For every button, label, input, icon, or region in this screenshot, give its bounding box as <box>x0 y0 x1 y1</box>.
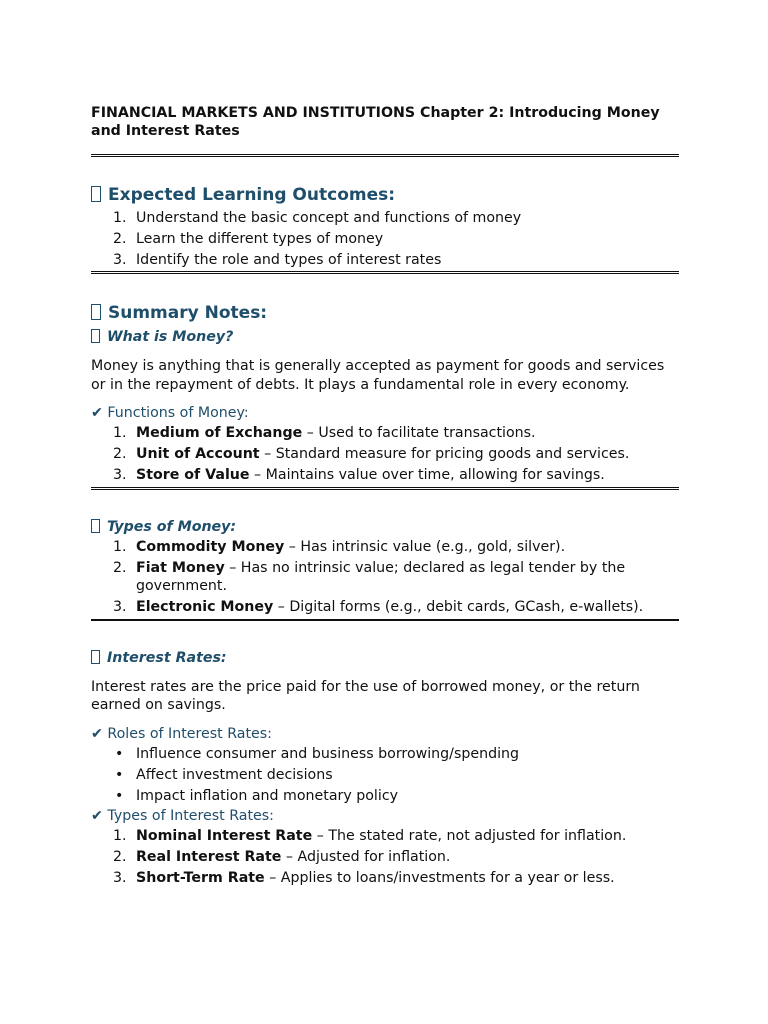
what-is-money-heading-text: What is Money? <box>107 329 234 346</box>
list-item: • Affect investment decisions <box>115 766 333 783</box>
summary-heading-text: Summary Notes: <box>108 303 268 324</box>
list-item: 3. Electronic Money – Digital forms (e.g., debit cards, GCash, e-wallets). <box>113 599 644 616</box>
functions-list <box>91 424 679 484</box>
types-heading: ✔ Types of Interest Rates: <box>91 808 274 825</box>
types-of-money-heading-text: Types of Money: <box>107 518 237 535</box>
list-item: 1. Commodity Money – Has intrinsic value (e.g., gold, silver). <box>113 538 566 555</box>
list-item: 2. Fiat Money – Has no intrinsic value; declared as legal tender by the government. <box>113 559 626 595</box>
list-item: 2. Unit of Account – Standard measure for pricing goods and services. <box>113 446 630 463</box>
list-item: 3. Identify the role and types of interest rates <box>113 251 442 268</box>
notes-icon <box>91 304 101 320</box>
chart-icon <box>91 650 100 664</box>
roles-list <box>91 745 679 805</box>
list-item: 3. Store of Value – Maintains value over time, allowing for savings. <box>113 466 605 483</box>
outcomes-heading-text: Expected Learning Outcomes: <box>108 185 396 205</box>
coins-icon <box>91 519 100 533</box>
interest-rates-heading-text: Interest Rates: <box>107 649 227 666</box>
list-item: 2. Real Interest Rate – Adjusted for inflation. <box>113 849 451 866</box>
list-item: 1. Medium of Exchange – Used to facilitate transactions. <box>113 425 536 442</box>
list-item: • Impact inflation and monetary policy <box>115 787 399 804</box>
page-title: FINANCIAL MARKETS AND INSTITUTIONS Chapter 2: Introducing Money and Interest Rates <box>91 105 660 139</box>
interest-rates-heading <box>91 649 679 667</box>
types-of-money-list <box>91 538 679 617</box>
money-icon <box>91 329 100 343</box>
list-item: 1. Nominal Interest Rate – The stated rate, not adjusted for inflation. <box>113 828 627 845</box>
roles-heading: ✔ Roles of Interest Rates: <box>91 725 272 742</box>
functions-heading: ✔ Functions of Money: <box>91 405 249 422</box>
summary-heading <box>91 302 679 324</box>
types-list <box>91 827 679 887</box>
list-item: 3. Short-Term Rate – Applies to loans/investments for a year or less. <box>113 869 615 886</box>
types-of-money-heading <box>91 518 679 536</box>
interest-rates-paragraph: Interest rates are the price paid for the use of borrowed money, or the return earned on savings. <box>91 678 640 714</box>
book-icon <box>91 186 101 202</box>
document-content <box>91 104 679 890</box>
outcomes-list <box>91 209 679 269</box>
outcomes-heading <box>91 184 679 206</box>
list-item: • Influence consumer and business borrowing/spending <box>115 745 520 762</box>
what-is-money-heading <box>91 328 679 346</box>
list-item: 2. Learn the different types of money <box>113 230 384 247</box>
list-item: 1. Understand the basic concept and functions of money <box>113 210 522 226</box>
what-is-money-paragraph: Money is anything that is generally accepted as payment for goods and services or in the repayment of debts. It plays a fundamental role in every economy. <box>91 358 665 393</box>
